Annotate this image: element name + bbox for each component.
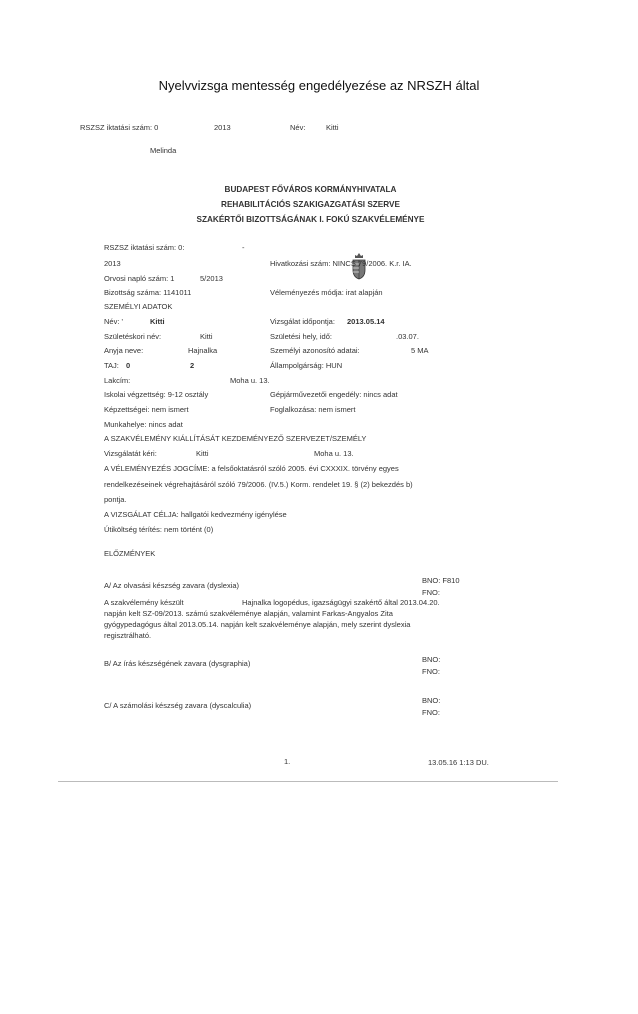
section-b-fno: FNO: (422, 667, 440, 676)
top-nev-label: Név: (290, 123, 306, 132)
gepjarmu-field: Gépjárművezetői engedély: nincs adat (270, 390, 398, 399)
szemelyi-adatok-heading: SZEMÉLYI ADATOK (104, 302, 173, 311)
allampolgarsag-field: Állampolgárság: HUN (270, 361, 343, 370)
top-year: 2013 (214, 123, 231, 132)
top-nev-value: Kitti (326, 123, 339, 132)
munkahelye-field: Munkahelye: nincs adat (104, 420, 183, 429)
szuletes-nev-label: Születéskori név: (104, 332, 162, 341)
szuletes-nev-value: Kitti (200, 332, 213, 341)
header-line3: SZAKÉRTŐI BIZOTTSÁGÁNAK I. FOKÚ SZAKVÉLEMÉNYE (196, 215, 425, 224)
anyja-value: Hajnalka (188, 346, 218, 355)
top-iktatasi: RSZSZ iktatási szám: 0 (80, 123, 159, 132)
top-melinda: Melinda (150, 146, 177, 155)
orvosi-field: Orvosi napló szám: 1 (104, 274, 175, 283)
iskolai-field: Iskolai végzettség: 9-12 osztály (104, 390, 209, 399)
section-a-title: A/ Az olvasási készség zavara (dyslexia) (104, 581, 240, 590)
vizsgalatot-keri-address: Moha u. 13. (314, 449, 354, 458)
header-line1: BUDAPEST FŐVÁROS KORMÁNYHIVATALA (224, 185, 397, 194)
page-number: 1. (284, 757, 291, 766)
section-b-bno: BNO: (422, 655, 441, 664)
szuletesi-hely-label: Születési hely, idő: (270, 332, 332, 341)
foglalkozasa-field: Foglalkozása: nem ismert (270, 405, 356, 414)
lakcim-value: Moha u. 13. (230, 376, 270, 385)
szuletesi-date: .03.07. (396, 332, 419, 341)
section-c-bno: BNO: (422, 696, 441, 705)
jogcime-line2: rendelkezéseinek végrehajtásáról szóló 79/2006. (IV.5.) Korm. rendelet 19. § (2) bekezdés b) (104, 480, 413, 489)
nev-label: Név: ' (104, 317, 123, 326)
jogcime-line3: pontja. (104, 495, 127, 504)
header-line2: REHABILITÁCIÓS SZAKIGAZGATÁSI SZERVE (221, 200, 400, 209)
jogcime-line1: A VÉLEMÉNYEZÉS JOGCÍME: a felsőoktatásról szóló 2005. évi CXXXIX. törvény egyes (104, 464, 399, 473)
utikoltseg-field: Útiköltség térítés: nem történt (0) (104, 525, 214, 534)
szemelyi-azon-value: 5 MA (411, 346, 429, 355)
section-c-fno: FNO: (422, 708, 440, 717)
section-a-fno: FNO: (422, 588, 440, 597)
orvosi-value: 5/2013 (200, 274, 223, 283)
nev-value: Kitti (150, 317, 165, 326)
section-a-text1: A szakvélemény készült (104, 598, 184, 607)
hivatkozasi-field: Hivatkozási szám: NINCS 79/2006. K.r. IA. (270, 259, 412, 268)
dash: - (242, 243, 245, 252)
scanned-document (58, 100, 563, 783)
section-a-text1b: Hajnalka logopédus, igazságügyi szakértő által 2013.04.20. (242, 598, 440, 607)
celja-field: A VIZSGÁLAT CÉLJA: hallgatói kedvezmény igénylése (104, 510, 287, 519)
bizottsag-field: Bizottság száma: 1141011 (104, 288, 192, 297)
anyja-label: Anyja neve: (104, 346, 144, 355)
year-field: 2013 (104, 259, 121, 268)
section-a-text4: regisztrálható. (104, 631, 152, 640)
kepzettsegei-field: Képzettségei: nem ismert (104, 405, 189, 414)
taj-part1: 0 (126, 361, 131, 370)
iktatasi-field: RSZSZ iktatási szám: 0: (104, 243, 185, 252)
section-a-bno: BNO: F810 (422, 576, 460, 585)
print-timestamp: 13.05.16 1:13 DU. (428, 758, 489, 767)
kezdemenyezo-heading: A SZAKVÉLEMÉNY KIÁLLÍTÁSÁT KEZDEMÉNYEZŐ SZERVEZET/SZEMÉLY (104, 434, 367, 443)
section-a-text2: napján kelt SZ-09/2013. számú szakvéleménye alapján, valamint Farkas-Angyalos Zita (104, 609, 393, 618)
section-b-title: B/ Az írás készségének zavara (dysgraphia) (104, 659, 251, 668)
vizsgalat-date: 2013.05.14 (347, 317, 385, 326)
velemenyezes-modja-field: Véleményezés módja: irat alapján (270, 288, 383, 297)
section-a-text3: gyógypedagógus által 2013.05.14. napján kelt szakvéleménye alapján, mely szerint dyslexia (104, 620, 411, 629)
lakcim-label: Lakcím: (104, 376, 131, 385)
section-c-title: C/ A számolási készség zavara (dyscalculia) (104, 701, 252, 710)
taj-part2: 2 (190, 361, 195, 370)
szemelyi-azon-label: Személyi azonosító adatai: (270, 346, 360, 355)
vizsgalat-label: Vizsgálat időpontja: (270, 317, 335, 326)
vizsgalatot-keri-name: Kitti (196, 449, 209, 458)
elozmenyek-heading: ELŐZMÉNYEK (104, 549, 156, 558)
taj-label: TAJ: (104, 361, 119, 370)
scan-bottom-edge (58, 781, 558, 782)
page-title: Nyelvvizsga mentesség engedélyezése az NRSZH által (158, 78, 480, 93)
vizsgalatot-keri-label: Vizsgálatát kéri: (104, 449, 157, 458)
